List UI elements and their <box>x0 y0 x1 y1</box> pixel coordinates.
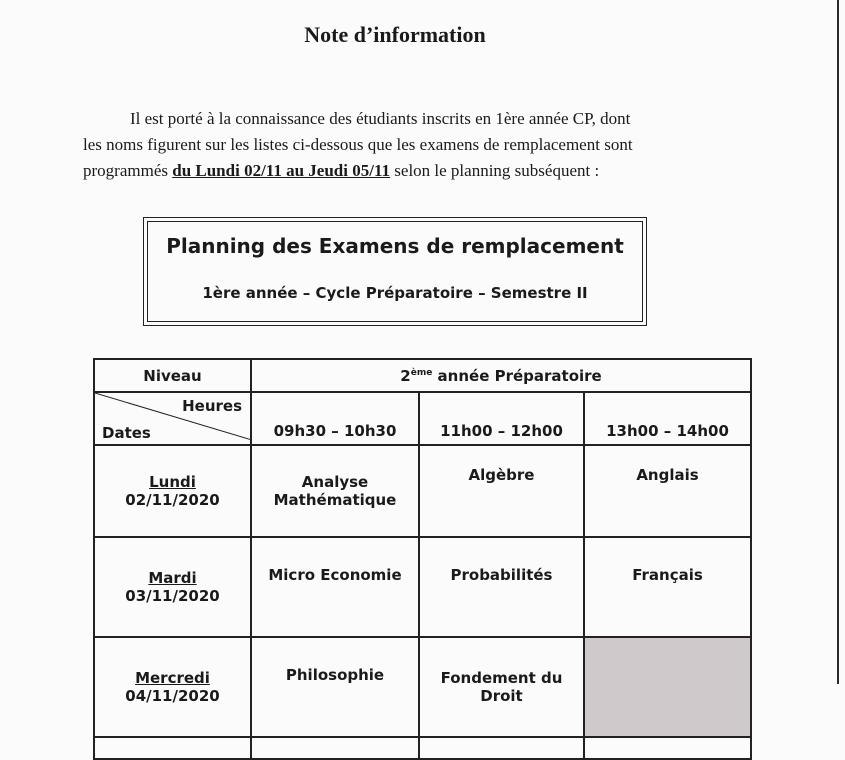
level-superscript: ème <box>410 367 433 378</box>
intro-line-3-suffix: selon le planning subséquent : <box>394 161 600 180</box>
exam-cell: Anglais <box>584 445 751 537</box>
level-suffix: année Préparatoire <box>432 366 602 385</box>
day-date: 04/11/2020 <box>125 687 220 705</box>
day-name: Mardi <box>148 569 197 587</box>
exam-cell: Algèbre <box>419 445 584 537</box>
table-row <box>94 737 751 759</box>
exam-schedule-table <box>93 358 752 760</box>
exam-cell: Micro Economie <box>251 537 419 637</box>
intro-line-1: Il est porté à la connaissance des étudiants inscrits en 1ère année CP, dont <box>130 109 631 128</box>
day-name: Mercredi <box>135 669 210 687</box>
table-row <box>94 445 751 537</box>
table-row <box>94 537 751 637</box>
dates-label: Dates <box>102 424 151 442</box>
exam-cell: Philosophie <box>251 637 419 737</box>
table-header-row <box>94 359 751 392</box>
intro-line-3 <box>83 158 723 184</box>
time-slot-2: 11h00 – 12h00 <box>419 392 584 445</box>
planning-title: Planning des Examens de remplacement <box>166 234 624 258</box>
document-title: Note d’information <box>304 22 486 47</box>
intro-line-3-prefix: programmés <box>83 161 168 180</box>
intro-line-2: les noms figurent sur les listes ci-dessous que les examens de remplacement sont <box>83 135 633 154</box>
time-slot-1: 09h30 – 10h30 <box>251 392 419 445</box>
day-date: 02/11/2020 <box>125 491 220 509</box>
exam-name-line-1: Analyse <box>301 473 369 491</box>
empty-shaded-cell <box>584 637 751 737</box>
heures-dates-cell <box>94 392 251 445</box>
level-header <box>251 359 751 392</box>
exam-name-line-2: Mathématique <box>273 491 397 509</box>
exam-cell <box>584 737 751 759</box>
exam-cell <box>251 737 419 759</box>
day-name: Lundi <box>149 473 196 491</box>
day-cell <box>94 445 251 537</box>
exam-cell <box>419 737 584 759</box>
time-slot-3: 13h00 – 14h00 <box>584 392 751 445</box>
niveau-header: Niveau <box>94 359 251 392</box>
table-row <box>94 637 751 737</box>
exam-cell <box>251 445 419 537</box>
page-edge-line <box>837 0 839 684</box>
day-cell <box>94 537 251 637</box>
planning-title-box-inner <box>147 221 643 322</box>
day-cell <box>94 737 251 759</box>
intro-paragraph <box>83 106 723 184</box>
exam-name-line-2: Droit <box>480 687 523 705</box>
time-slot-row <box>94 392 751 445</box>
heures-label: Heures <box>182 397 242 415</box>
exam-cell: Probabilités <box>419 537 584 637</box>
level-prefix: 2 <box>400 366 411 385</box>
day-cell <box>94 637 251 737</box>
exam-date-range: du Lundi 02/11 au Jeudi 05/11 <box>172 161 391 180</box>
exam-cell: Français <box>584 537 751 637</box>
exam-cell <box>419 637 584 737</box>
planning-title-box <box>143 217 647 326</box>
exam-name-line-1: Fondement du <box>440 669 563 687</box>
day-date: 03/11/2020 <box>125 587 220 605</box>
planning-subtitle: 1ère année – Cycle Préparatoire – Semestre II <box>202 284 588 302</box>
